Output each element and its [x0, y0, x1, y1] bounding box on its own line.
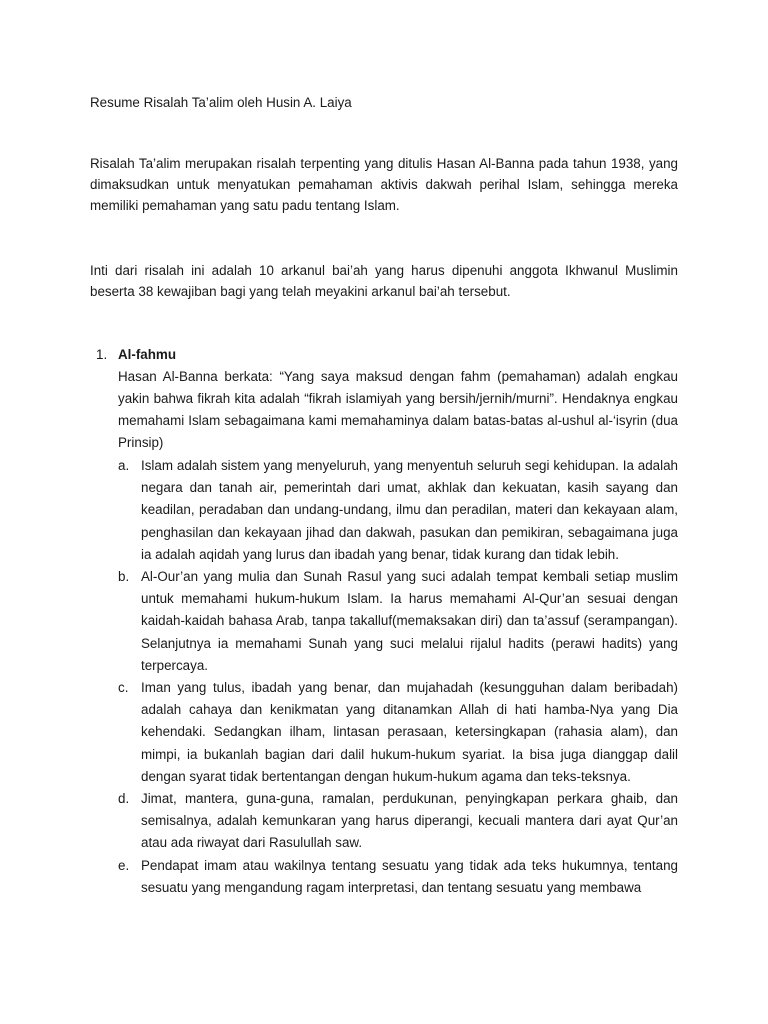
list-item-number: 1.	[96, 347, 108, 362]
sublist-item-text: Iman yang tulus, ibadah yang benar, dan mujahadah (kesungguhan dalam beribadah) adalah cahaya dan kenikmatan yang ditanamkan Allah di hati hamba-Nya yang Dia kehendaki. Sedangkan ilham, lintasan perasaan, ketersingkapan (rahasia alam), dan mimpi, ia bukanlah bagian dari dalil hukum-hukum syariat. Ia bisa juga dianggap dalil dengan syarat tidak bertentangan dengan hukum-hukum agama dan teks-teksnya.	[141, 680, 678, 784]
list-item-title: Al-fahmu	[118, 347, 177, 362]
sublist-item-text: Al-Our’an yang mulia dan Sunah Rasul yang suci adalah tempat kembali setiap muslim untuk memahami hukum-hukum Islam. Ia harus memahami Al-Qur’an sesuai dengan kaidah-kaidah bahasa Arab, tanpa takalluf(memaksakan diri) dan ta’assuf (serampangan). Selanjutnya ia memahami Sunah yang suci melalui rijalul hadits (perawi hadits) yang terpercaya.	[141, 569, 678, 673]
sublist-item	[118, 566, 678, 677]
document-title: Resume Risalah Ta’alim oleh Husin A. Laiya	[90, 95, 352, 110]
sublist-item-text: Jimat, mantera, guna-guna, ramalan, perdukunan, penyingkapan perkara ghaib, dan semisalnya, adalah kemunkaran yang harus diperangi, kecuali mantera dari ayat Qur’an atau ada riwayat dari Rasulullah saw.	[141, 791, 678, 851]
sublist-item-letter: a.	[118, 458, 130, 473]
summary-paragraph: Inti dari risalah ini adalah 10 arkanul bai’ah yang harus dipenuhi anggota Ikhwanul Muslimin beserta 38 kewajiban bagi yang telah meyakini arkanul bai’ah tersebut.	[90, 263, 678, 299]
document-page	[90, 93, 678, 899]
list-item	[90, 344, 678, 899]
sublist-item-letter: e.	[118, 857, 130, 873]
sublist-item-letter: c.	[118, 680, 129, 696]
sublist-item-text: Islam adalah sistem yang menyeluruh, yang menyentuh seluruh segi kehidupan. Ia adalah negara dan tanah air, pemerintah dari umat, akhlak dan kekuatan, kasih sayang dan keadilan, peradaban dan undang-undang, ilmu dan peradilan, materi dan kekayaan alam, penghasilan dan kekayaan jihad dan dakwah, pasukan dan pemikiran, sebagaimana juga ia adalah aqidah yang lurus dan ibadah yang benar, tidak kurang dan tidak lebih.	[141, 458, 678, 562]
sublist-item	[118, 455, 678, 566]
sublist-item-text: Pendapat imam atau wakilnya tentang sesuatu yang tidak ada teks hukumnya, tentang sesuatu yang mengandung ragam interpretasi, dan tentang sesuatu yang membawa	[141, 857, 678, 895]
sublist	[118, 455, 678, 899]
sublist-item	[118, 788, 678, 855]
sublist-item	[118, 677, 678, 788]
intro-paragraph: Risalah Ta’alim merupakan risalah terpenting yang ditulis Hasan Al-Banna pada tahun 1938, yang dimaksudkan untuk menyatukan pemahaman aktivis dakwah perihal Islam, sehingga mereka memiliki pemahaman yang satu padu tentang Islam.	[90, 156, 678, 213]
sublist-item	[118, 855, 678, 899]
sublist-item-letter: d.	[118, 791, 130, 807]
sublist-item-letter: b.	[118, 569, 130, 585]
list-item-text: Hasan Al-Banna berkata: “Yang saya maksud dengan fahm (pemahaman) adalah engkau yakin bahwa fikrah kita adalah “fikrah islamiyah yang bersih/jernih/murni”. Hendaknya engkau memahami Islam sebagaimana kami memahaminya dalam batas-batas al-ushul al-‘isyrin (dua Prinsip)	[118, 369, 678, 450]
